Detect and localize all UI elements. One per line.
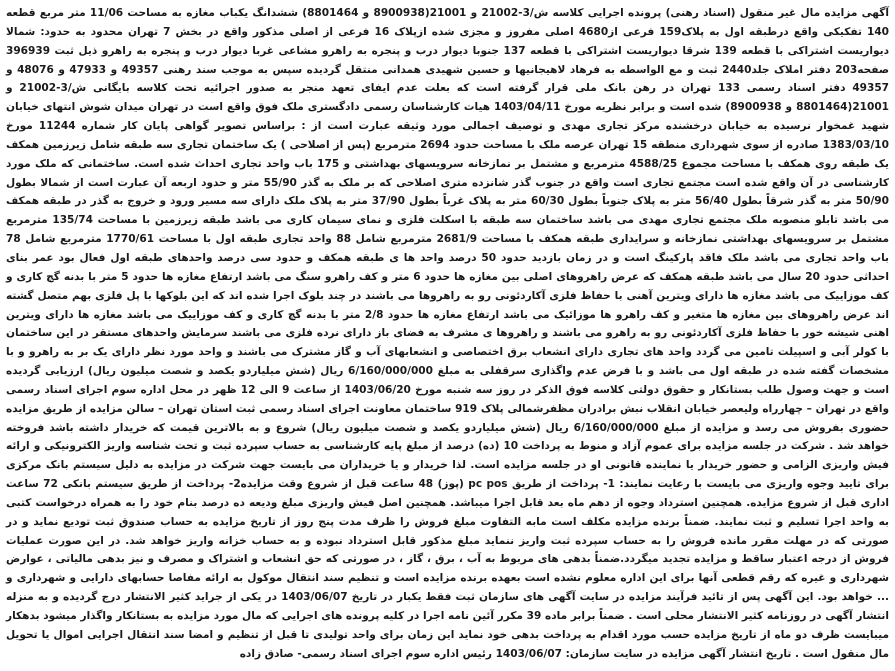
auction-notice-body: آگهی مزایده مال غیر منقول (اسناد رهنی) پرونده اجرایی کلاسه ش/3-21002 و 21001(8900938 و 8801464) ششدانگ یکباب مغازه به مساحت 11/06 متر مربع قطعه 140 تفکیکی واقع درطبقه اول به پلاک159 فرعی از4680 اصلی مفروز و مجزی شده ازپلاک 16 فرعی از اصلی مذکور واقع در بخش 7 تهران محدود به حدود: شمالا دیواریست اشتراکی با قطعه 139 شرقا دیواریست اشتراکی با قطعه 137 جنوبا دیوار درب و پنجره به راهرو مشاعی غربا دیوار درب و پنجره به راهرو ذیل ثبت 396939 صفحه203 دفتر املاک جلد2440 ثبت و مع الواسطه به فرهاد لاهیجانیها و حسین شهیدی همدانی منتقل گردیده سپس به موجب سند رهنی 49357 و 47933 و 48076 و 49357 دفتر اسناد رسمی 133 تهران در رهن بانک ملی قرار گرفته است که بعلت عدم ایفای تعهد منجر به صدور اجرائیه تحت کلاسه بایگانی ش/3-21002 و 21001(8801464 و 8900938) شده است و برابر نظریه مورخ 1403/04/11 هیات کارشناسان رسمی دادگستری ملک فوق واقع است در تهران میدان شوش انتهای خیابان شهید غمخوار نرسیده به خیابان درخشنده مرکز تجاری مهدی و توصیف اجمالی مورد وثیقه عبارت است از : براساس تصویر گواهی پایان کار شماره 11244 مورخ 1383/03/10 صادره از سوی شهرداری منطقه 15 تهران عرصه ملک با مساحت حدود 2694 مترمربع (پس از اصلاحی ) یک ساختمان تجاری سه طبقه شامل زیرزمین همکف یک طبقه روی همکف با مساحت مجموع 4588/25 مترمربع و مشتمل بر نمازخانه سرویسهای بهداشتی و 175 باب واحد تجاری احداث شده است. ساختمانی که ملک مورد کارشناسی در آن واقع شده است مجتمع تجاری است واقع در جنوب گذر شانزده متری اصلاحی که بر ملک به گذر 55/90 متر و حدود اربعه آن عبارت است از شمالا بطول 50/90 متر به گذر شرقاً بطول 56/40 متر به پلاک جنوباً بطول 60/30 متر به پلاک غرباً بطول 37/90 متر به پلاک ملک دارای سه مسیر ورود و خروج به گذر در طبقه همکف می باشد تابلو منصوبه ملک مجتمع تجاری مهدی می باشد ساختمان سه طبقه با اسکلت فلزی و نمای سیمان کاری می باشد طبقه زیرزمین با مساحت 135/74 مترمربع مشتمل بر سرویسهای بهداشتی نمازخانه و سرایداری طبقه همکف با مساحت 2681/9 مترمربع شامل 88 واحد تجاری طبقه اول با مساحت 1770/61 مترمربع شامل 78 باب واحد تجاری می باشد ملک فاقد پارکینگ است و در زمان بازدید حدود 50 درصد واحد ها ی طبقه همکف و حدود سی درصد واحدهای طبقه اول فعال بود عمر بنای احداثی حدود 20 سال می باشد طبقه همکف که عرض راهروهای اصلی بین مغازه ها حدود 6 متر و کف راهرو سنگ می باشد ارتفاع مغازه ها حدود 5 متر با بدنه گچ کاری و کف موزاییک می باشد مغازه ها دارای ویترین آهنی با حفاظ فلزی آکاردئونی رو به راهروها می باشند در چند بلوک اجرا شده اند که این بلوکها با پل فلزی بهم متصل گشته اند عرض راهروهای بین مغازه ها متغیر و کف راهرو ها موزائیک می باشد ارتفاع مغازه ها حدود 2/8 متر با بدنه گچ کاری و کف موزاییک می باشد مغازه ها دارای ویترین اهنی شیشه خور با حفاظ فلزی آکاردئونی رو به راهرو می باشند و راهروها ی مشرف به فضای باز دارای نرده فلزی می باشند سرمایش واحدهای مستقر در این ساختمان با کولر آبی و اسپیلت تامین می گردد واحد های تجاری دارای انشعاب برق اختصاصی و انشعابهای آب و گاز مشترک می باشند و واحد مورد نظر دارای یک بر به راهرو و با مشخصات گفته شده در طبقه اول می باشد و با فرض عدم واگذاری سرقفلی به مبلغ 6/160/000/000 ریال (شش میلیاردو یکصد و شصت میلیون ریال) ارزیابی گردیده است و جهت وصول طلب بستانکار و حقوق دولتی کلاسه فوق الذکر در روز سه شنبه مورخ 1403/06/20 از ساعت 9 الی 12 ظهر در محل اداره سوم اجرای اسناد رسمی واقع در تهران – چهارراه ولیعصر خیابان انقلاب نبش برادران مظفرشمالی پلاک 919 ساختمان معاونت اجرای اسناد رسمی ثبت استان تهران – سالن مزایده از طریق مزایده حضوری بفروش می رسد و مزایده از مبلغ 6/160/000/000 ریال (شش میلیاردو یکصد و شصت میلیون ریال) شروع و به بالاترین قیمت که خریدار داشته باشد فروخته خواهد شد . شرکت در جلسه مزایده برای عموم آزاد و منوط به پرداخت 10 (ده) درصد از مبلغ پایه کارشناسی به حساب سپرده ثبت و تحت شناسه واریز الکترونیکی و ارائه فیش واریزی الزامی و حضور خریدار یا نماینده قانونی او در جلسه مزایده است. لذا خریدار و یا خریداران می بایست جهت شرکت در مزایده به دلیل سیستم بانک مرکزی برای تایید وجوه واریزی می بایست با رعایت نمایند: 1- پرداخت از طریق pc pos (پوز) 48 ساعت قبل از شروع وقت مزایده2- پرداخت از طریق سیستم بانکی 72 ساعت اداری قبل از شروع مزایده. همچنین استرداد وجوه از دهم ماه بعد قابل اجرا میباشد. همچنین اصل فیش واریزی مبلغ ودیعه ده درصد بنام خود را به همراه درخواست کتبی به واحد اجرا تسلیم و ثبت نمایند. ضمناً برنده مزایده مکلف است مابه التفاوت مبلغ فروش را ظرف مدت پنج روز از تاریخ مزایده به حساب صندوق ثبت تودیع نماید و در صورتی که در مهلت مقرر مانده فروش را به حساب سپرده ثبت واریز ننماید مبلغ مذکور قابل استرداد نبوده و به حساب خزانه واریز خواهد شد. در این صورت عملیات فروش از درجه اعتبار ساقط و مزایده تجدید میگردد.ضمناً بدهی های مربوط به آب ، برق ، گاز ، در صورتی که حق انشعاب و اشتراک و مصرف و نیز بدهی مالیاتی ، عوارض شهرداری و غیره که رقم قطعی آنها برای این اداره معلوم نشده است بعهده برنده مزایده است و تنظیم سند انتقال موکول به ارائه مفاصا حسابهای دارایی و شهرداری و ... خواهد بود. این آگهی پس از تائید فرآیند مزایده در سایت آگهی های سازمان ثبت فقط یکبار در تاریخ 1403/06/07 در یکی از جراید کثیر الانتشار درج گردیده و به منزله انتشار آگهی در روزنامه کثیر الانتشار محلی است . ضمناً برابر ماده 39 مکرر آئین نامه اجرا در کلیه پرونده های اجرایی که مال مورد مزایده به بستانکار واگذار میشود بدهکار میبایست ظرف دو ماه از تاریخ مزایده حسب مورد اقدام به پرداخت بدهی خود نماید این زمان برای واحد تولیدی تا قبل از تنظیم و امضا سند انتقال اجرایی اموال یا تحویل مال منقول است . تاریخ انتشار آگهی مزایده در سایت سازمان: 1403/06/07 رئیس اداره سوم اجرای اسناد رسمی- صادق زاده [6, 7, 890, 660]
